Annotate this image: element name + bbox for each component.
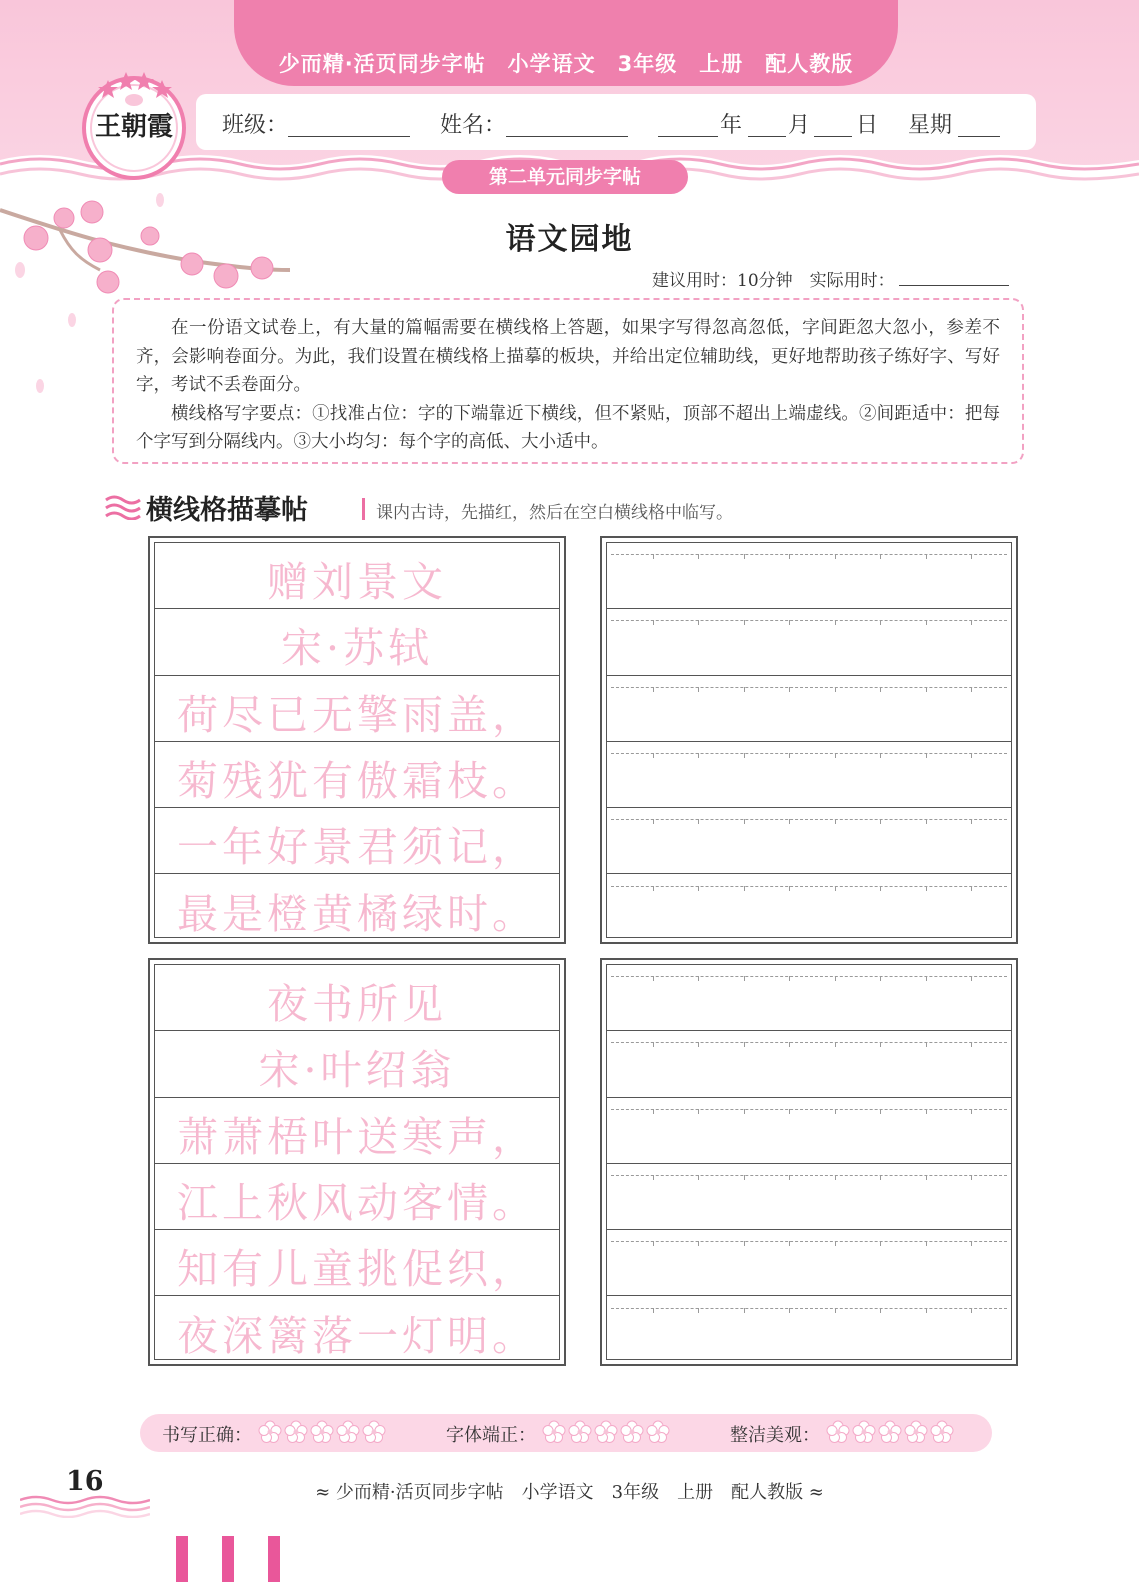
guide-tick xyxy=(789,620,790,625)
practice-row[interactable] xyxy=(607,1297,1011,1363)
guide-tick xyxy=(835,976,836,981)
guide-tick xyxy=(835,886,836,891)
guide-tick xyxy=(971,819,972,824)
intro-paragraph: 横线格写字要点：①找准占位：字的下端靠近下横线，但不紧贴，顶部不超出上端虚线。②间距适中：把每个字写到分隔线内。③大小均匀：每个字的高低、大小适中。 xyxy=(136,403,1000,452)
guide-tick xyxy=(744,554,745,559)
guide-tick xyxy=(744,1175,745,1180)
guide-tick xyxy=(789,1175,790,1180)
guide-tick xyxy=(698,819,699,824)
eval-flowers-upright[interactable] xyxy=(542,1420,672,1446)
guide-dashed-line xyxy=(611,554,1007,555)
guide-tick xyxy=(835,753,836,758)
year-field[interactable] xyxy=(658,136,718,137)
guide-tick xyxy=(653,1175,654,1180)
guide-tick xyxy=(653,1241,654,1246)
guide-tick xyxy=(744,886,745,891)
practice-row[interactable] xyxy=(607,1230,1011,1296)
logo-text: 王朝霞 xyxy=(94,112,173,142)
guide-tick xyxy=(880,1042,881,1047)
flower-rating-icon[interactable] xyxy=(826,1429,852,1448)
trace-row xyxy=(155,1098,559,1164)
flower-rating-icon[interactable] xyxy=(284,1429,310,1448)
guide-tick xyxy=(926,1241,927,1246)
trace-text: 菊残犹有傲霜枝。 xyxy=(177,756,537,805)
month-label: 月 xyxy=(788,113,811,138)
guide-tick xyxy=(971,1042,972,1047)
class-label: 班级： xyxy=(222,113,289,138)
trace-row xyxy=(155,742,559,808)
guide-tick xyxy=(698,1241,699,1246)
guide-tick xyxy=(926,687,927,692)
month-field[interactable] xyxy=(748,136,786,137)
guide-tick xyxy=(744,819,745,824)
guide-dashed-line xyxy=(611,1175,1007,1176)
series-title-tab xyxy=(234,0,898,86)
guide-tick xyxy=(926,819,927,824)
guide-tick xyxy=(789,1109,790,1114)
trace-row xyxy=(155,1164,559,1230)
guide-dashed-line xyxy=(611,819,1007,820)
trace-text: 赠刘景文 xyxy=(267,558,447,606)
guide-tick xyxy=(789,1308,790,1313)
guide-tick xyxy=(971,1175,972,1180)
guide-tick xyxy=(653,886,654,891)
trace-text: 一年好景君须记， xyxy=(177,823,537,872)
guide-tick xyxy=(880,886,881,891)
trace-text: 夜深篱落一灯明。 xyxy=(177,1311,537,1360)
eval-flowers-correct[interactable] xyxy=(258,1420,388,1446)
guide-tick xyxy=(971,886,972,891)
guide-tick xyxy=(971,1109,972,1114)
time-suggestion xyxy=(652,266,1009,291)
guide-tick xyxy=(744,1241,745,1246)
intro-box xyxy=(112,298,1024,464)
guide-tick xyxy=(744,976,745,981)
guide-tick xyxy=(835,620,836,625)
guide-tick xyxy=(926,1308,927,1313)
guide-tick xyxy=(698,753,699,758)
weekday-field[interactable] xyxy=(958,136,1000,137)
guide-tick xyxy=(789,976,790,981)
guide-tick xyxy=(926,554,927,559)
guide-tick xyxy=(653,687,654,692)
guide-tick xyxy=(698,1042,699,1047)
practice-row[interactable] xyxy=(607,808,1011,874)
weekday-label: 星期 xyxy=(908,113,953,138)
name-label: 姓名： xyxy=(440,113,507,138)
trace-row xyxy=(155,965,559,1031)
guide-tick xyxy=(698,554,699,559)
trace-row xyxy=(155,1297,559,1363)
guide-tick xyxy=(880,1109,881,1114)
guide-tick xyxy=(653,1308,654,1313)
guide-tick xyxy=(744,1308,745,1313)
flower-rating-icon[interactable] xyxy=(904,1429,930,1448)
class-field[interactable] xyxy=(288,136,410,137)
guide-tick xyxy=(744,753,745,758)
guide-tick xyxy=(789,819,790,824)
guide-tick xyxy=(789,1241,790,1246)
guide-tick xyxy=(880,819,881,824)
guide-tick xyxy=(653,1109,654,1114)
guide-dashed-line xyxy=(611,753,1007,754)
guide-tick xyxy=(744,1109,745,1114)
practice-grid-poem-1[interactable] xyxy=(600,536,1018,944)
guide-tick xyxy=(835,1175,836,1180)
flower-rating-icon[interactable] xyxy=(258,1429,284,1448)
trace-text: 萧萧梧叶送寒声， xyxy=(177,1112,537,1161)
guide-tick xyxy=(698,886,699,891)
page-title: 语文园地 xyxy=(505,222,634,257)
section-divider xyxy=(362,498,365,520)
guide-dashed-line xyxy=(611,1308,1007,1309)
guide-tick xyxy=(880,687,881,692)
guide-tick xyxy=(880,1241,881,1246)
guide-tick xyxy=(835,1308,836,1313)
practice-row[interactable] xyxy=(607,965,1011,1031)
name-field[interactable] xyxy=(506,136,628,137)
guide-tick xyxy=(789,1042,790,1047)
guide-tick xyxy=(835,1241,836,1246)
guide-tick xyxy=(698,1109,699,1114)
trace-text: 最是橙黄橘绿时。 xyxy=(177,889,537,938)
guide-tick xyxy=(926,886,927,891)
flower-rating-icon[interactable] xyxy=(646,1429,672,1448)
footer-series-text: ≈ 少而精·活页同步字帖 小学语文 3年级 上册 配人教版 ≈ xyxy=(315,1482,824,1503)
section-subtitle: 课内古诗，先描红，然后在空白横线格中临写。 xyxy=(376,503,733,523)
guide-tick xyxy=(835,1109,836,1114)
guide-tick xyxy=(835,554,836,559)
guide-tick xyxy=(926,1175,927,1180)
trace-row xyxy=(155,609,559,675)
day-label: 日 xyxy=(856,113,879,138)
guide-tick xyxy=(653,819,654,824)
guide-tick xyxy=(880,753,881,758)
practice-row[interactable] xyxy=(607,742,1011,808)
section-title: 横线格描摹帖 xyxy=(146,495,308,526)
flower-rating-icon[interactable] xyxy=(362,1429,388,1448)
eval-label-upright: 字体端正： xyxy=(446,1425,536,1446)
trace-row xyxy=(155,1230,559,1296)
unit-tab: 第二单元同步字帖 xyxy=(442,160,688,194)
guide-tick xyxy=(971,687,972,692)
guide-tick xyxy=(835,819,836,824)
practice-row[interactable] xyxy=(607,875,1011,941)
guide-tick xyxy=(698,1308,699,1313)
page-number: 16 xyxy=(66,1466,104,1497)
guide-tick xyxy=(971,976,972,981)
time-label: 建议用时：10分钟 实际用时： xyxy=(652,271,895,291)
guide-tick xyxy=(835,687,836,692)
flower-rating-icon[interactable] xyxy=(930,1429,956,1448)
day-field[interactable] xyxy=(814,136,852,137)
guide-dashed-line xyxy=(611,886,1007,887)
trace-row xyxy=(155,1031,559,1097)
guide-tick xyxy=(698,976,699,981)
eval-label-neat: 整洁美观： xyxy=(730,1425,820,1446)
trace-row xyxy=(155,543,559,609)
practice-row[interactable] xyxy=(607,676,1011,742)
practice-row[interactable] xyxy=(607,1098,1011,1164)
guide-tick xyxy=(789,886,790,891)
student-info-bar xyxy=(196,94,1036,150)
trace-text: 宋·叶绍翁 xyxy=(258,1046,456,1095)
guide-tick xyxy=(653,554,654,559)
guide-tick xyxy=(744,620,745,625)
flower-rating-icon[interactable] xyxy=(878,1429,904,1448)
guide-dashed-line xyxy=(611,687,1007,688)
flower-rating-icon[interactable] xyxy=(852,1429,878,1448)
guide-dashed-line xyxy=(611,976,1007,977)
practice-grid-poem-2[interactable] xyxy=(600,958,1018,1366)
guide-tick xyxy=(926,1042,927,1047)
guide-tick xyxy=(789,753,790,758)
flower-rating-icon[interactable] xyxy=(620,1429,646,1448)
wave-lines-icon xyxy=(104,494,142,520)
trace-row xyxy=(155,808,559,874)
actual-time-field[interactable] xyxy=(899,285,1009,286)
guide-tick xyxy=(880,554,881,559)
guide-dashed-line xyxy=(611,1042,1007,1043)
series-title: 少而精·活页同步字帖 小学语文 3年级 上册 配人教版 xyxy=(278,52,854,76)
guide-tick xyxy=(926,753,927,758)
guide-tick xyxy=(926,1109,927,1114)
guide-tick xyxy=(971,1241,972,1246)
trace-text: 夜书所见 xyxy=(267,980,447,1028)
guide-dashed-line xyxy=(611,1109,1007,1110)
intro-paragraph: 在一份语文试卷上，有大量的篇幅需要在横线格上答题，如果字写得忽高忽低，字间距忽大忽小，参差不齐，会影响卷面分。为此，我们设置在横线格上描摹的板块，并给出定位辅助线，更好地帮助孩子练好字、写好字，考试不丢卷面分。 xyxy=(136,318,1000,395)
guide-tick xyxy=(698,687,699,692)
guide-tick xyxy=(698,620,699,625)
flower-rating-icon[interactable] xyxy=(336,1429,362,1448)
guide-dashed-line xyxy=(611,620,1007,621)
guide-tick xyxy=(971,554,972,559)
trace-grid-poem-2 xyxy=(148,958,566,1366)
trace-row xyxy=(155,676,559,742)
guide-tick xyxy=(653,976,654,981)
year-label: 年 xyxy=(720,113,743,138)
guide-tick xyxy=(880,620,881,625)
practice-row[interactable] xyxy=(607,543,1011,609)
guide-tick xyxy=(971,753,972,758)
guide-tick xyxy=(926,620,927,625)
guide-tick xyxy=(789,554,790,559)
trace-grid-poem-1 xyxy=(148,536,566,944)
practice-row[interactable] xyxy=(607,609,1011,675)
flower-rating-icon[interactable] xyxy=(310,1429,336,1448)
brand-logo xyxy=(78,70,190,182)
practice-row[interactable] xyxy=(607,1031,1011,1097)
guide-tick xyxy=(835,1042,836,1047)
guide-tick xyxy=(926,976,927,981)
guide-tick xyxy=(971,620,972,625)
eval-flowers-neat[interactable] xyxy=(826,1420,956,1446)
flower-rating-icon[interactable] xyxy=(568,1429,594,1448)
trace-text: 荷尽已无擎雨盖， xyxy=(177,690,537,739)
guide-tick xyxy=(789,687,790,692)
guide-tick xyxy=(880,976,881,981)
evaluation-bar xyxy=(140,1414,992,1452)
guide-tick xyxy=(744,687,745,692)
guide-tick xyxy=(653,620,654,625)
guide-tick xyxy=(880,1175,881,1180)
guide-tick xyxy=(653,753,654,758)
guide-tick xyxy=(698,1175,699,1180)
practice-row[interactable] xyxy=(607,1164,1011,1230)
guide-tick xyxy=(880,1308,881,1313)
trace-text: 江上秋风动客情。 xyxy=(177,1178,537,1227)
trace-text: 宋·苏轼 xyxy=(280,624,434,673)
flower-rating-icon[interactable] xyxy=(542,1429,568,1448)
trace-row xyxy=(155,875,559,941)
trace-text: 知有儿童挑促织， xyxy=(177,1245,537,1294)
eval-label-correct: 书写正确： xyxy=(162,1425,252,1446)
flower-rating-icon[interactable] xyxy=(594,1429,620,1448)
guide-tick xyxy=(744,1042,745,1047)
guide-tick xyxy=(971,1308,972,1313)
guide-tick xyxy=(653,1042,654,1047)
guide-dashed-line xyxy=(611,1241,1007,1242)
